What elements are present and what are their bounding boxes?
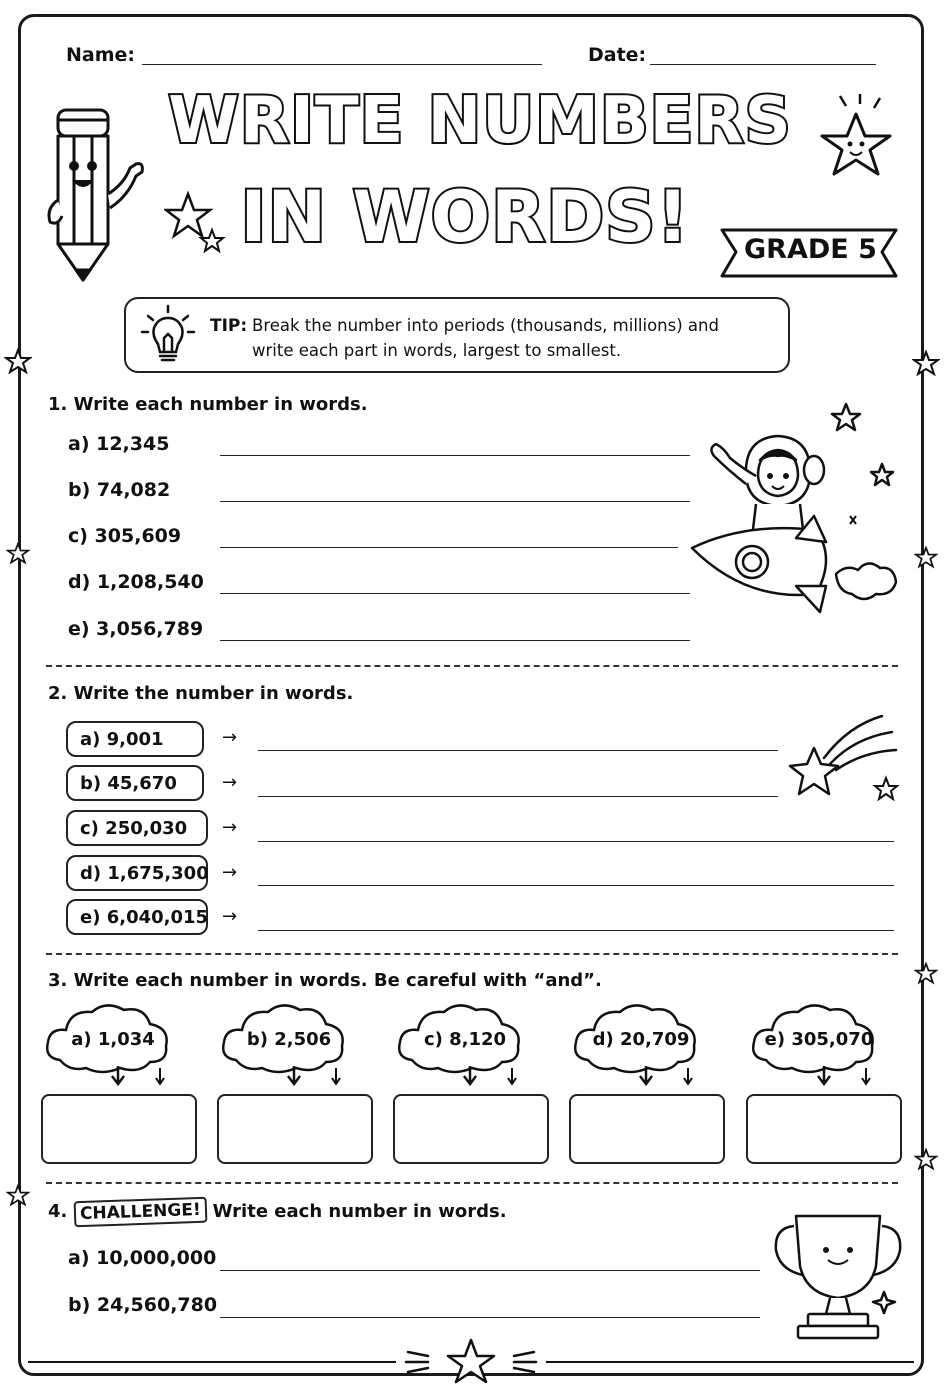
q3-answer-b[interactable] [217,1094,373,1164]
q3-number-a: a) 1,034 [71,1029,155,1050]
section-divider [46,665,898,667]
q2-number-a: a) 9,001 [66,721,204,757]
q2-number-d: d) 1,675,300 [66,855,208,891]
q1-heading: 1. Write each number in words. [48,394,368,415]
q4-answer-b[interactable] [220,1317,760,1318]
q1-item-c: c) 305,609 [68,525,182,547]
name-field[interactable] [142,64,542,65]
bottom-star-decoration [18,1334,924,1388]
smiling-star-icon [816,92,900,192]
q1-answer-a[interactable] [220,455,690,456]
q2-answer-e[interactable] [258,930,894,931]
q3-number-b: b) 2,506 [246,1029,332,1050]
pencil-mascot-icon [44,104,154,286]
q3-number-c: c) 8,120 [423,1029,507,1050]
q2-answer-a[interactable] [258,750,778,751]
q3-answer-e[interactable] [746,1094,902,1164]
q1-item-a: a) 12,345 [68,433,170,455]
border-star-icon [914,546,938,570]
tip-text-line2: write each part in words, largest to smallest. [252,341,622,360]
grade-label: GRADE 5 [744,234,877,265]
q4-heading: Write each number in words. [212,1201,507,1222]
q3-answer-c[interactable] [393,1094,549,1164]
arrow-icon: → [222,906,238,927]
trophy-icon [770,1210,906,1344]
border-star-icon [6,542,30,566]
arrow-icon: → [222,817,238,838]
lightbulb-icon [140,304,196,368]
arrow-icon: → [222,862,238,883]
tip-text-line1: Break the number into periods (thousands, millions) and [252,316,719,335]
q2-answer-d[interactable] [258,885,894,886]
date-label: Date: [588,44,647,66]
q1-answer-d[interactable] [220,593,690,594]
q1-answer-c[interactable] [220,547,678,548]
q4-item-b: b) 24,560,780 [68,1294,218,1316]
q2-number-e: e) 6,040,015 [66,899,208,935]
arrow-icon: → [222,727,238,748]
q4-item-a: a) 10,000,000 [68,1247,217,1269]
q3-number-d: d) 20,709 [592,1029,690,1050]
q1-item-b: b) 74,082 [68,479,171,501]
page-title-line1: WRITE NUMBERS [168,84,792,158]
q4-answer-a[interactable] [220,1270,760,1271]
q3-heading: 3. Write each number in words. Be careful with “and”. [48,970,602,991]
q2-number-b: b) 45,670 [66,765,204,801]
border-star-icon [912,350,940,378]
q2-answer-b[interactable] [258,796,778,797]
q1-answer-e[interactable] [220,640,690,641]
border-star-icon [4,348,32,376]
border-star-icon [6,1184,30,1208]
star-icon [164,190,228,260]
section-divider [46,953,898,955]
q2-heading: 2. Write the number in words. [48,683,354,704]
q4-heading-row [48,1199,507,1225]
q4-number: 4. [48,1201,68,1222]
section-divider [46,1182,898,1184]
name-label: Name: [66,44,136,66]
tip-label: TIP: [210,316,248,336]
q2-number-c: c) 250,030 [66,810,208,846]
q2-answer-c[interactable] [258,841,894,842]
q3-answer-d[interactable] [569,1094,725,1164]
date-field[interactable] [650,64,876,65]
q1-answer-b[interactable] [220,501,690,502]
page-title-line2: IN WORDS! [240,176,690,258]
q1-item-d: d) 1,208,540 [68,571,204,593]
border-star-icon [914,1148,938,1172]
q1-item-e: e) 3,056,789 [68,618,204,640]
astronaut-rocket-icon [686,398,902,620]
q3-answer-a[interactable] [41,1094,197,1164]
q3-number-e: e) 305,070 [764,1029,874,1050]
shooting-star-icon [788,712,902,804]
arrow-icon: → [222,772,238,793]
border-star-icon [914,962,938,986]
challenge-badge: CHALLENGE! [73,1197,207,1228]
